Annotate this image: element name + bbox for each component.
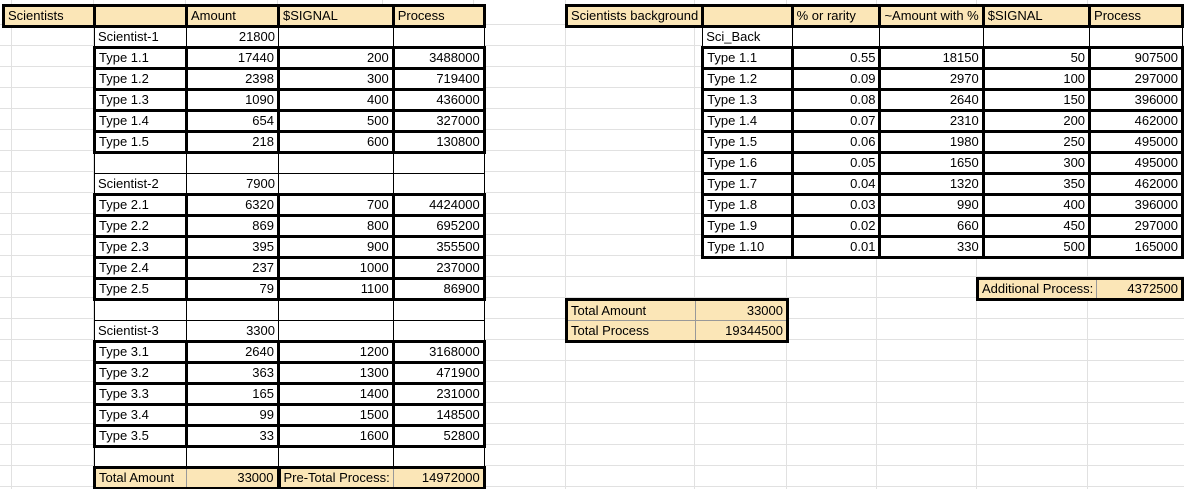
cell-rarity[interactable]: 0.01 <box>792 237 880 258</box>
cell-amount[interactable]: 660 <box>880 216 983 237</box>
cell-empty[interactable] <box>279 321 394 342</box>
cell-empty[interactable] <box>1090 27 1183 48</box>
cell-type-name[interactable]: Type 1.8 <box>703 195 792 216</box>
scientists-table <box>2 4 486 489</box>
cell-process[interactable]: 148500 <box>393 405 484 426</box>
cell-amount[interactable]: 2310 <box>880 111 983 132</box>
cell-process[interactable]: 719400 <box>393 69 484 90</box>
cell-signal[interactable]: 300 <box>983 153 1089 174</box>
total-process-label[interactable]: Total Process <box>567 321 696 342</box>
cell-rarity[interactable]: 0.06 <box>792 132 880 153</box>
cell-signal[interactable]: 350 <box>983 174 1089 195</box>
header-process[interactable]: Process <box>393 6 484 27</box>
filler-cell[interactable] <box>567 111 703 132</box>
cell-empty[interactable] <box>187 300 279 321</box>
cell-type-name[interactable]: Type 1.3 <box>703 90 792 111</box>
total-process-value[interactable]: 19344500 <box>696 321 788 342</box>
cell-rarity[interactable]: 0.55 <box>792 48 880 69</box>
filler-cell[interactable] <box>4 69 95 90</box>
cell-signal[interactable]: 600 <box>279 132 394 153</box>
cell-amount[interactable]: 869 <box>187 216 279 237</box>
filler-cell[interactable] <box>4 153 95 174</box>
cell-amount[interactable]: 395 <box>187 237 279 258</box>
cell-empty[interactable] <box>279 27 394 48</box>
header-scientists-background[interactable]: Scientists background <box>567 6 703 27</box>
cell-process[interactable]: 462000 <box>1090 111 1183 132</box>
cell-type-name[interactable]: Type 3.5 <box>95 426 187 447</box>
cell-type-name[interactable]: Type 3.1 <box>95 342 187 363</box>
filler-cell[interactable] <box>4 174 95 195</box>
cell-signal[interactable]: 500 <box>279 111 394 132</box>
cell-type-name[interactable]: Type 1.10 <box>703 237 792 258</box>
cell-empty[interactable] <box>187 153 279 174</box>
cell-rarity[interactable]: 0.07 <box>792 111 880 132</box>
header-amount[interactable]: Amount <box>187 6 279 27</box>
right-totals-box <box>565 298 789 343</box>
cell-process[interactable]: 3488000 <box>393 48 484 69</box>
header-process[interactable]: Process <box>1090 6 1183 27</box>
cell-empty[interactable] <box>880 27 983 48</box>
total-amount-value[interactable]: 33000 <box>696 300 788 321</box>
total-amount-label[interactable]: Total Amount <box>95 468 187 489</box>
cell-amount[interactable]: 218 <box>187 132 279 153</box>
cell-type-name[interactable]: Type 2.2 <box>95 216 187 237</box>
cell-signal[interactable]: 150 <box>983 90 1089 111</box>
cell-process[interactable]: 231000 <box>393 384 484 405</box>
cell-amount[interactable]: 2640 <box>880 90 983 111</box>
cell-signal[interactable]: 1600 <box>279 426 394 447</box>
filler-cell[interactable] <box>567 174 703 195</box>
cell-process[interactable]: 3168000 <box>393 342 484 363</box>
cell-amount[interactable]: 99 <box>187 405 279 426</box>
filler-cell[interactable] <box>4 216 95 237</box>
cell-signal[interactable]: 700 <box>279 195 394 216</box>
cell-amount[interactable]: 1320 <box>880 174 983 195</box>
cell-empty[interactable] <box>95 300 187 321</box>
cell-type-name[interactable]: Type 1.1 <box>703 48 792 69</box>
cell-signal[interactable]: 500 <box>983 237 1089 258</box>
cell-signal[interactable]: 1500 <box>279 405 394 426</box>
cell-empty[interactable] <box>393 174 484 195</box>
filler-cell[interactable] <box>4 468 95 489</box>
filler-cell[interactable] <box>4 384 95 405</box>
filler-cell[interactable] <box>567 27 703 48</box>
cell-amount[interactable]: 363 <box>187 363 279 384</box>
filler-cell[interactable] <box>567 69 703 90</box>
cell-signal[interactable]: 200 <box>983 111 1089 132</box>
cell-amount[interactable]: 79 <box>187 279 279 300</box>
cell-process[interactable]: 396000 <box>1090 195 1183 216</box>
cell-amount[interactable]: 2398 <box>187 69 279 90</box>
filler-cell[interactable] <box>567 153 703 174</box>
header-blank[interactable] <box>95 6 187 27</box>
cell-empty[interactable] <box>95 447 187 468</box>
cell-process[interactable]: 471900 <box>393 363 484 384</box>
cell-signal[interactable]: 450 <box>983 216 1089 237</box>
cell-signal[interactable]: 200 <box>279 48 394 69</box>
cell-amount[interactable]: 1650 <box>880 153 983 174</box>
cell-amount[interactable]: 237 <box>187 258 279 279</box>
header-scientists[interactable]: Scientists <box>4 6 95 27</box>
scientists-background-table <box>565 4 1184 259</box>
cell-type-name[interactable]: Type 1.5 <box>95 132 187 153</box>
cell-amount[interactable]: 330 <box>880 237 983 258</box>
additional-process-label[interactable]: Additional Process: <box>978 279 1097 300</box>
cell-empty[interactable] <box>95 153 187 174</box>
cell-signal[interactable]: 800 <box>279 216 394 237</box>
cell-rarity[interactable]: 0.05 <box>792 153 880 174</box>
pre-total-process-label[interactable]: Pre-Total Process: <box>279 468 394 489</box>
cell-amount[interactable]: 17440 <box>187 48 279 69</box>
filler-cell[interactable] <box>567 90 703 111</box>
cell-process[interactable]: 165000 <box>1090 237 1183 258</box>
cell-empty[interactable] <box>279 300 394 321</box>
cell-signal[interactable]: 1400 <box>279 384 394 405</box>
header-signal[interactable]: $SIGNAL <box>279 6 394 27</box>
cell-group-amount[interactable]: 21800 <box>187 27 279 48</box>
cell-amount[interactable]: 165 <box>187 384 279 405</box>
cell-rarity[interactable]: 0.09 <box>792 69 880 90</box>
cell-signal[interactable]: 1100 <box>279 279 394 300</box>
cell-process[interactable]: 297000 <box>1090 216 1183 237</box>
cell-process[interactable]: 396000 <box>1090 90 1183 111</box>
header-blank[interactable] <box>703 6 792 27</box>
cell-rarity[interactable]: 0.02 <box>792 216 880 237</box>
cell-signal[interactable]: 50 <box>983 48 1089 69</box>
cell-type-name[interactable]: Type 1.2 <box>95 69 187 90</box>
cell-type-name[interactable]: Type 2.3 <box>95 237 187 258</box>
additional-process-box <box>976 277 1184 301</box>
cell-group-name[interactable]: Scientist-1 <box>95 27 187 48</box>
cell-process[interactable]: 4424000 <box>393 195 484 216</box>
filler-cell[interactable] <box>567 216 703 237</box>
filler-cell[interactable] <box>567 195 703 216</box>
cell-type-name[interactable]: Type 3.2 <box>95 363 187 384</box>
pre-total-process-value[interactable]: 14972000 <box>393 468 484 489</box>
cell-process[interactable]: 297000 <box>1090 69 1183 90</box>
cell-amount[interactable]: 33 <box>187 426 279 447</box>
cell-amount[interactable]: 1090 <box>187 90 279 111</box>
cell-empty[interactable] <box>393 447 484 468</box>
cell-type-name[interactable]: Type 2.1 <box>95 195 187 216</box>
filler-cell[interactable] <box>4 132 95 153</box>
filler-cell[interactable] <box>567 48 703 69</box>
filler-cell[interactable] <box>4 237 95 258</box>
cell-process[interactable]: 462000 <box>1090 174 1183 195</box>
cell-group-name[interactable]: Sci_Back <box>703 27 792 48</box>
cell-amount[interactable]: 6320 <box>187 195 279 216</box>
total-amount-label[interactable]: Total Amount <box>567 300 696 321</box>
filler-cell[interactable] <box>4 405 95 426</box>
cell-group-name[interactable]: Scientist-3 <box>95 321 187 342</box>
cell-process[interactable]: 436000 <box>393 90 484 111</box>
cell-empty[interactable] <box>792 27 880 48</box>
cell-type-name[interactable]: Type 1.7 <box>703 174 792 195</box>
cell-empty[interactable] <box>393 300 484 321</box>
cell-type-name[interactable]: Type 3.4 <box>95 405 187 426</box>
cell-signal[interactable]: 250 <box>983 132 1089 153</box>
cell-process[interactable]: 495000 <box>1090 153 1183 174</box>
cell-signal[interactable]: 400 <box>279 90 394 111</box>
cell-process[interactable]: 237000 <box>393 258 484 279</box>
cell-empty[interactable] <box>393 321 484 342</box>
cell-rarity[interactable]: 0.03 <box>792 195 880 216</box>
cell-signal[interactable]: 1300 <box>279 363 394 384</box>
cell-type-name[interactable]: Type 1.6 <box>703 153 792 174</box>
cell-signal[interactable]: 1200 <box>279 342 394 363</box>
cell-type-name[interactable]: Type 3.3 <box>95 384 187 405</box>
cell-group-amount[interactable]: 3300 <box>187 321 279 342</box>
cell-empty[interactable] <box>187 447 279 468</box>
filler-cell[interactable] <box>4 195 95 216</box>
cell-process[interactable]: 130800 <box>393 132 484 153</box>
filler-cell[interactable] <box>4 111 95 132</box>
cell-amount[interactable]: 2640 <box>187 342 279 363</box>
cell-type-name[interactable]: Type 2.5 <box>95 279 187 300</box>
cell-signal[interactable]: 300 <box>279 69 394 90</box>
cell-empty[interactable] <box>983 27 1089 48</box>
cell-signal[interactable]: 900 <box>279 237 394 258</box>
cell-empty[interactable] <box>279 153 394 174</box>
filler-cell[interactable] <box>567 237 703 258</box>
cell-group-name[interactable]: Scientist-2 <box>95 174 187 195</box>
cell-type-name[interactable]: Type 1.9 <box>703 216 792 237</box>
cell-rarity[interactable]: 0.08 <box>792 90 880 111</box>
filler-cell[interactable] <box>567 132 703 153</box>
cell-type-name[interactable]: Type 1.1 <box>95 48 187 69</box>
filler-cell[interactable] <box>4 48 95 69</box>
header-rarity[interactable]: % or rarity <box>792 6 880 27</box>
header-amount-with-pct[interactable]: ~Amount with % <box>880 6 983 27</box>
header-signal[interactable]: $SIGNAL <box>983 6 1089 27</box>
cell-process[interactable]: 52800 <box>393 426 484 447</box>
cell-signal[interactable]: 1000 <box>279 258 394 279</box>
cell-process[interactable]: 327000 <box>393 111 484 132</box>
cell-empty[interactable] <box>279 447 394 468</box>
total-amount-value[interactable]: 33000 <box>187 468 279 489</box>
cell-type-name[interactable]: Type 2.4 <box>95 258 187 279</box>
cell-amount[interactable]: 654 <box>187 111 279 132</box>
cell-process[interactable]: 695200 <box>393 216 484 237</box>
filler-cell[interactable] <box>4 447 95 468</box>
filler-cell[interactable] <box>4 300 95 321</box>
cell-signal[interactable]: 100 <box>983 69 1089 90</box>
cell-type-name[interactable]: Type 1.3 <box>95 90 187 111</box>
filler-cell[interactable] <box>4 279 95 300</box>
cell-amount[interactable]: 2970 <box>880 69 983 90</box>
cell-process[interactable]: 355500 <box>393 237 484 258</box>
filler-cell[interactable] <box>4 258 95 279</box>
additional-process-value[interactable]: 4372500 <box>1097 279 1183 300</box>
cell-group-amount[interactable]: 7900 <box>187 174 279 195</box>
cell-amount[interactable]: 990 <box>880 195 983 216</box>
cell-type-name[interactable]: Type 1.2 <box>703 69 792 90</box>
cell-empty[interactable] <box>393 27 484 48</box>
filler-cell[interactable] <box>4 321 95 342</box>
cell-type-name[interactable]: Type 1.4 <box>703 111 792 132</box>
cell-amount[interactable]: 1980 <box>880 132 983 153</box>
cell-process[interactable]: 495000 <box>1090 132 1183 153</box>
filler-cell[interactable] <box>4 342 95 363</box>
cell-signal[interactable]: 400 <box>983 195 1089 216</box>
cell-rarity[interactable]: 0.04 <box>792 174 880 195</box>
filler-cell[interactable] <box>4 90 95 111</box>
cell-empty[interactable] <box>393 153 484 174</box>
cell-process[interactable]: 907500 <box>1090 48 1183 69</box>
cell-type-name[interactable]: Type 1.5 <box>703 132 792 153</box>
cell-process[interactable]: 86900 <box>393 279 484 300</box>
filler-cell[interactable] <box>4 426 95 447</box>
cell-type-name[interactable]: Type 1.4 <box>95 111 187 132</box>
filler-cell[interactable] <box>4 27 95 48</box>
cell-amount[interactable]: 18150 <box>880 48 983 69</box>
filler-cell[interactable] <box>4 363 95 384</box>
cell-empty[interactable] <box>279 174 394 195</box>
